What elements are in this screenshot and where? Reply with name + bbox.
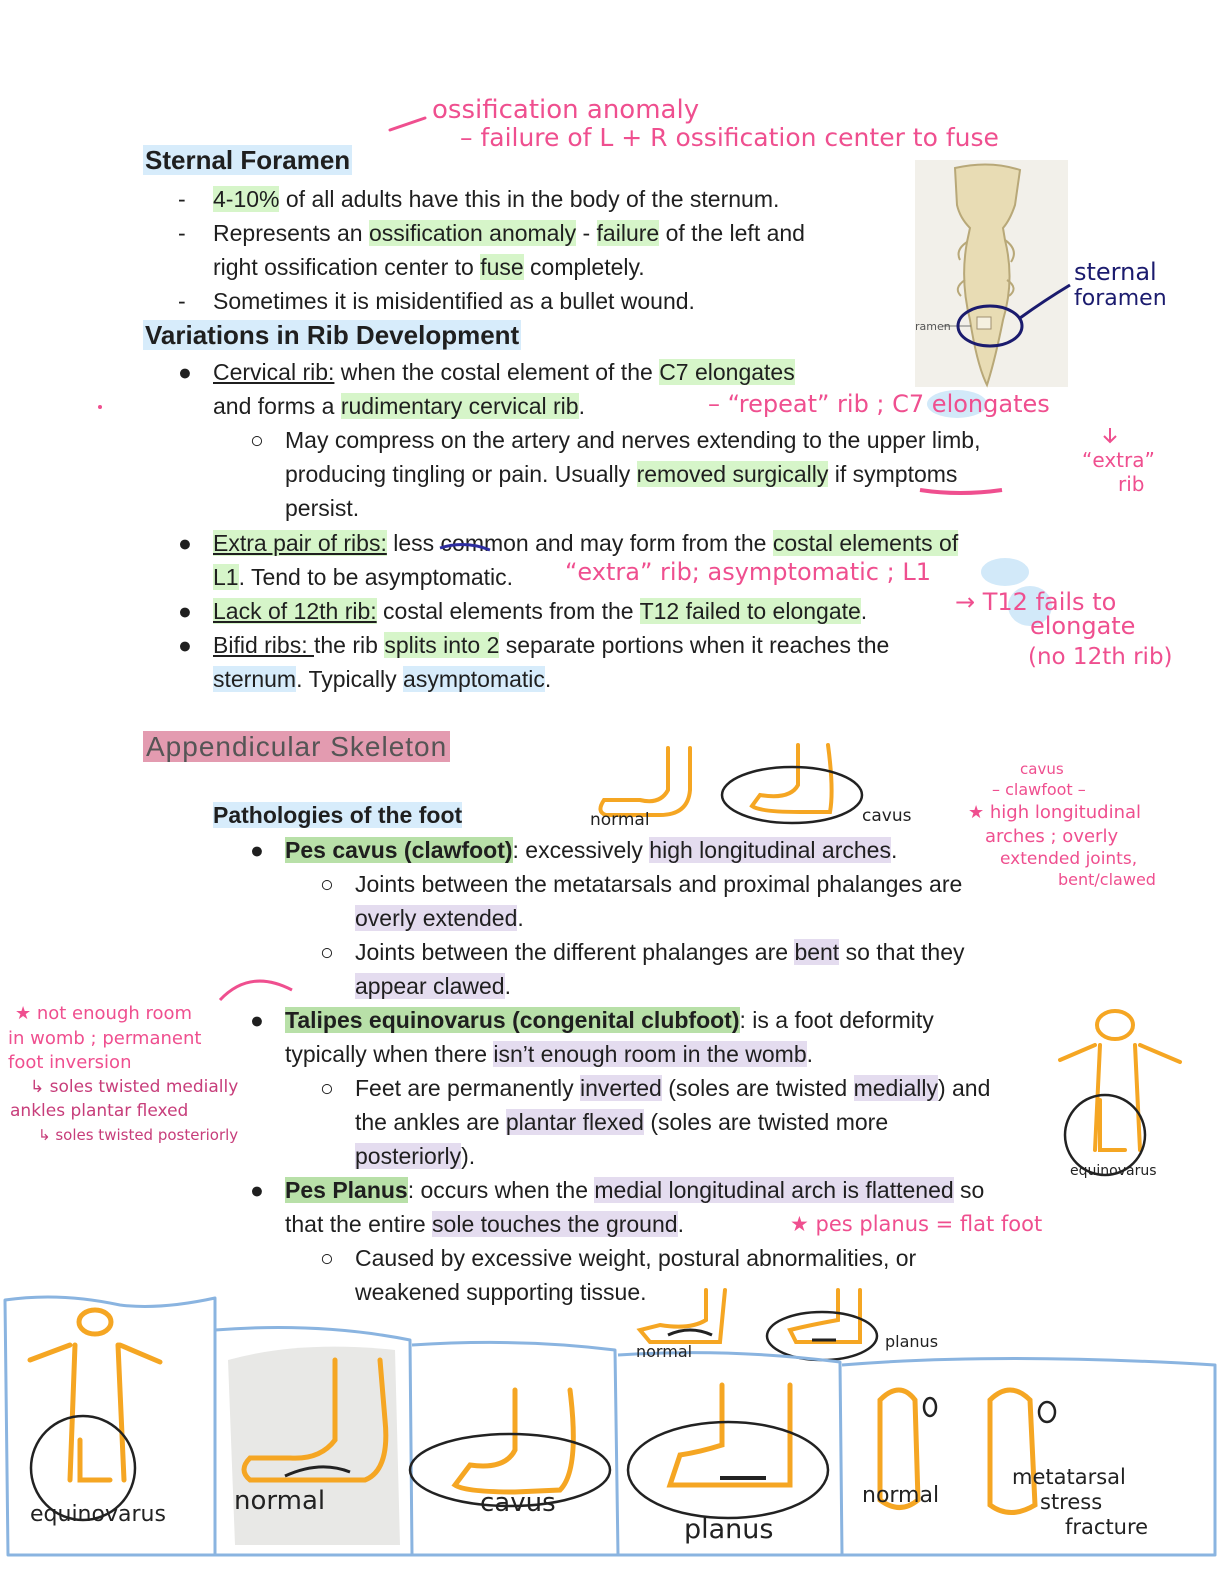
note-t12-1: → T12 fails to [955, 588, 1117, 616]
label-planus-bottom: planus [684, 1514, 774, 1545]
lack-12th-rib: ● Lack of 12th rib: costal elements from the T12 failed to elongate. [178, 598, 868, 624]
note-cavus-6: bent/clawed [1058, 870, 1156, 889]
sternal-bullet-2: - Represents an ossification anomaly - failure of the left and [178, 220, 805, 246]
planus-sub-1-cont: weakened supporting tissue. [355, 1279, 647, 1305]
foramen-caption: ramen [915, 320, 951, 333]
label-normal-top: normal [590, 810, 650, 830]
note-extra-1: “extra” [1082, 448, 1155, 472]
sternal-bullet-2-cont: right ossification center to fuse completely. [213, 254, 645, 280]
note-ossification-1: ossification anomaly [432, 95, 700, 125]
sternal-bullet-1: - 4-10% of all adults have this in the body of the sternum. [178, 186, 780, 212]
bifid-ribs-line-1: ● Bifid ribs: the rib splits into 2 separate portions when it reaches the [178, 632, 890, 658]
note-t12-3: (no 12th rib) [1028, 644, 1173, 670]
talipes-sub-3: posteriorly). [355, 1143, 476, 1169]
cavus-sub-2: ○ Joints between the different phalanges are bent so that they [320, 939, 965, 965]
planus-sub-1: ○ Caused by excessive weight, postural abnormalities, or [320, 1245, 917, 1271]
talipes-sub-1: ○ Feet are permanently inverted (soles are twisted medially) and [320, 1075, 991, 1101]
talipes-sub-2: the ankles are plantar flexed (soles are twisted more [355, 1109, 889, 1135]
sternal-bullet-3: - Sometimes it is misidentified as a bullet wound. [178, 288, 695, 314]
note-sternal: sternal [1074, 258, 1157, 286]
note-planus: ★ pes planus = flat foot [790, 1212, 1043, 1236]
note-womb-5: ankles plantar flexed [10, 1101, 189, 1121]
cavus-sub-2-cont: appear clawed. [355, 973, 511, 999]
cervical-sub-3: persist. [285, 495, 360, 521]
label-equinovarus-bottom: equinovarus [30, 1502, 166, 1527]
label-planus-small: planus [885, 1332, 939, 1351]
planus-line-1: ● Pes Planus: occurs when the medial longitudinal arch is flattened so [250, 1177, 985, 1203]
extra-ribs-line-2: L1. Tend to be asymptomatic. [213, 564, 514, 590]
cavus-sub-1-cont: overly extended. [355, 905, 524, 931]
bifid-ribs-line-2: sternum. Typically asymptomatic. [213, 666, 552, 692]
label-cavus-bottom: cavus [480, 1488, 556, 1518]
label-equinovarus-right: equinovarus [1070, 1163, 1157, 1179]
extra-ribs-line-1: ● Extra pair of ribs: less common and may form from the costal elements of [178, 530, 959, 556]
note-womb-3: foot inversion [8, 1052, 132, 1073]
note-cavus-2: – clawfoot – [992, 780, 1086, 799]
note-cavus-4: arches ; overly [985, 826, 1119, 847]
label-normal-bottom: normal [234, 1486, 326, 1516]
label-normal-small: normal [636, 1342, 693, 1361]
note-womb-2: in womb ; permanent [8, 1028, 202, 1049]
cervical-sub-1: ○ May compress on the artery and nerves extending to the upper limb, [250, 427, 981, 453]
label-cavus-top: cavus [862, 806, 912, 826]
label-metatarsal-1: metatarsal [1012, 1465, 1126, 1489]
note-womb-1: ★ not enough room [15, 1003, 193, 1024]
label-metatarsal-2: stress [1040, 1490, 1103, 1514]
note-cavus-5: extended joints, [1000, 849, 1138, 869]
appendicular-title: Appendicular Skeleton [143, 730, 450, 765]
note-t12-2: elongate [1030, 612, 1136, 640]
label-normal-toes: normal [862, 1483, 940, 1508]
cavus-sub-1: ○ Joints between the metatarsals and proximal phalanges are [320, 871, 963, 897]
talipes-line-1: ● Talipes equinovarus (congenital clubfoot): is a foot deformity [250, 1007, 934, 1033]
note-cavus-3: ★ high longitudinal [968, 802, 1142, 823]
note-womb-6: ↳ soles twisted posteriorly [38, 1126, 239, 1144]
sternal-heading: Sternal Foramen [145, 145, 351, 175]
note-repeat-rib: – “repeat” rib ; C7 elongates [708, 390, 1050, 418]
talipes-line-2: typically when there isn’t enough room in the womb. [285, 1041, 814, 1067]
cervical-rib-line-2: and forms a rudimentary cervical rib. [213, 393, 585, 419]
cervical-sub-2: producing tingling or pain. Usually removed surgically if symptoms [285, 461, 958, 487]
foot-heading: Pathologies of the foot [213, 802, 463, 828]
note-foramen: foramen [1074, 286, 1167, 311]
note-extra-asym: “extra” rib; asymptomatic ; L1 [565, 558, 931, 586]
pes-cavus-line: ● Pes cavus (clawfoot): excessively high longitudinal arches. [250, 837, 898, 863]
planus-line-2: that the entire sole touches the ground. [285, 1211, 684, 1237]
label-metatarsal-3: fracture [1065, 1515, 1149, 1539]
note-extra-2: rib [1118, 472, 1145, 496]
note-ossification-2: – failure of L + R ossification center to fuse [460, 123, 999, 152]
note-womb-4: ↳ soles twisted medially [30, 1077, 239, 1097]
cervical-rib-line-1: ● Cervical rib: when the costal element of the C7 elongates [178, 359, 795, 385]
ribs-heading: Variations in Rib Development [145, 320, 520, 350]
note-cavus-1: cavus [1020, 760, 1064, 778]
